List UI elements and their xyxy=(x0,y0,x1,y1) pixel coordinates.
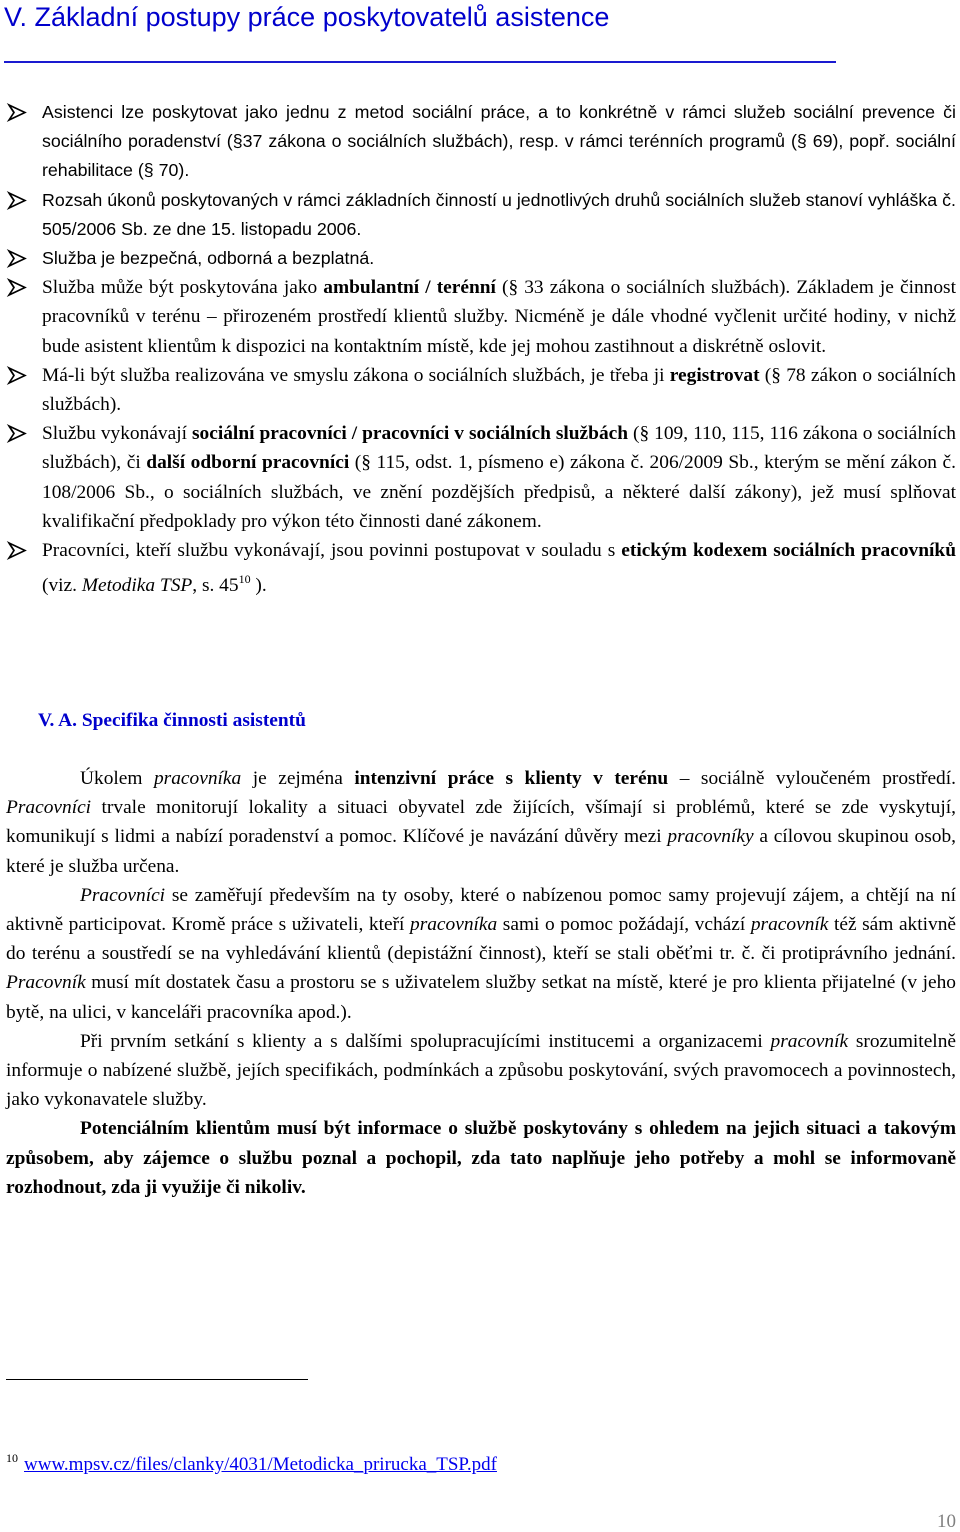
bold-text: další odborní pracovníci xyxy=(146,452,350,474)
text-run: se zaměřují především na ty osoby, které o nabízenou pomoc samy projevují zájem, a chtějí na ní aktivně participovat. Kromě práce s uživateli, kteří xyxy=(6,884,956,936)
italic-text: Metodika TSP xyxy=(81,575,193,597)
text-run: a cílovou skupinou osob, které je služba určena. xyxy=(6,826,956,877)
bullet-item xyxy=(6,98,956,186)
italic-text: Pracovníci xyxy=(80,884,166,906)
arrow-bullet-icon xyxy=(6,98,28,127)
bullet-item xyxy=(6,186,956,244)
text-run: , s. 45 xyxy=(192,575,239,597)
section-subheading: V. A. Specifika činnosti asistentů xyxy=(38,710,306,731)
text-run: Asistenci lze poskytovat jako jednu z metod sociální práce, a to konkrétně v rámci služeb sociální prevence či sociálního poradenství (§37 zákona o sociálních službách), resp. v rámci terénních programů (§ 69), popř. sociální rehabilitace (§ 70). xyxy=(42,102,956,181)
text-run: trvale monitorují lokality a situaci obyvatel zde žijících, všímají si problémů, které se zde vyskytují, komunikují s lidmi a nabízí poradenství a pomoc. Klíčové je navázání důvěry mezi xyxy=(6,797,956,848)
text-run: Má-li být služba realizována ve smyslu zákona o sociálních službách, je třeba ji xyxy=(42,364,670,386)
text-run: Pracovníci, kteří službu vykonávají, jsou povinni postupovat v souladu s xyxy=(42,540,622,562)
text-run: je zejména xyxy=(241,768,355,789)
footnote xyxy=(6,1446,497,1477)
text-run: srozumitelně informuje o nabízené službě, jejích specifikách, podmínkách a způsobu poskytování, svých pravomocech a povinnostech, jako vykonavatele služby. xyxy=(6,1030,956,1111)
bullet-item xyxy=(6,419,956,536)
bold-text: Potenciálním klientům musí být informace o službě poskytovány s ohledem na jejich situaci a takovým způsobem, aby zájemce o službu poznal a pochopil, zda tato naplňuje jeho potřeby a mohl se informovaně rozhodnout, zda ji využije či nikoliv. xyxy=(6,1118,956,1198)
body-paragraph xyxy=(6,1114,956,1202)
footnote-link[interactable]: www.mpsv.cz/files/clanky/4031/Metodicka_prirucka_TSP.pdf xyxy=(24,1454,497,1475)
bullet-item xyxy=(6,273,956,361)
arrow-bullet-icon xyxy=(6,536,28,565)
bold-text: registrovat xyxy=(669,364,760,386)
text-run: též sám aktivně do terénu a soustředí se na vyhledávání klientů (depistážní činnost), kteří se stali oběťmi tr. č. či protiprávního jednání. xyxy=(6,914,957,965)
footnote-separator xyxy=(6,1379,308,1380)
text-run: sami o pomoc požádají, vchází xyxy=(497,914,751,936)
italic-text: pracovníka xyxy=(153,768,242,789)
italic-text: pracovník xyxy=(750,914,829,936)
bold-text: ambulantní / terénní xyxy=(323,277,496,299)
text-run: Při prvním setkání s klienty a s dalšími spolupracujícími institucemi a organizacemi xyxy=(80,1030,771,1052)
text-run: musí mít dostatek času a prostoru se s uživatelem služby setkat na místě, které je pro klienta přijatelné (v jeho bytě, na ulici, v kanceláři pracovníka apod.). xyxy=(6,972,956,1023)
bold-text: etickým kodexem sociálních pracovníků xyxy=(621,540,956,562)
italic-text: Pracovníci xyxy=(6,797,92,819)
bullet-list xyxy=(6,98,956,600)
italic-text: pracovník xyxy=(770,1030,849,1052)
body-paragraph xyxy=(6,764,956,881)
text-run: ). xyxy=(250,575,267,597)
text-run: (§ 115, odst. 1, písmeno e) zákona č. 206/2009 Sb., kterým se mění zákon č. 108/2006 Sb., o sociálních službách, ve znění pozdějších předpisů, a některé další zákony), jež musí splňovat kvalifikační předpoklady pro výkon této činnosti dané zákonem. xyxy=(42,452,956,532)
body-paragraph xyxy=(6,881,956,1027)
arrow-bullet-icon xyxy=(6,419,28,448)
footnote-number: 10 xyxy=(6,1451,18,1465)
italic-text: pracovníky xyxy=(667,826,754,848)
page-title: V. Základní postupy práce poskytovatelů asistence xyxy=(4,2,610,32)
text-run: Úkolem xyxy=(80,768,154,789)
bullet-item xyxy=(6,536,956,600)
text-run: Služba může být poskytována jako xyxy=(42,277,324,299)
section-body xyxy=(6,764,956,1202)
italic-text: pracovníka xyxy=(410,914,498,936)
page-number: 10 xyxy=(937,1511,956,1532)
arrow-bullet-icon xyxy=(6,361,28,390)
body-paragraph xyxy=(6,1027,956,1115)
bullet-item xyxy=(6,361,956,419)
footnote-reference: 10 xyxy=(238,572,251,587)
text-run: Rozsah úkonů poskytovaných v rámci základních činností u jednotlivých druhů sociálních služeb stanoví vyhláška č. 505/2006 Sb. ze dne 15. listopadu 2006. xyxy=(42,189,956,239)
text-run: Služba je bezpečná, odborná a bezplatná. xyxy=(42,248,375,269)
bullet-item xyxy=(6,244,956,273)
text-run: – sociálně vyloučeném prostředí. xyxy=(668,768,956,789)
text-run: (§ 33 zákona o sociálních službách). Základem je činnost pracovníků v terénu – přirozeném prostředí klientů služby. Nicméně je dále vhodné vyčlenit určité hodiny, v nichž bude asistent klientům k dispozici na kontaktním místě, kde jej mohou zastihnout a diskrétně oslovit. xyxy=(42,277,956,357)
arrow-bullet-icon xyxy=(6,244,28,273)
text-run: Službu vykonávají xyxy=(42,423,192,445)
text-run: (§ 78 zákon o sociálních službách). xyxy=(42,364,956,416)
text-run: (§ 109, 110, 115, 116 zákona o sociálních službách), či xyxy=(42,423,956,474)
bold-text: intenzivní práce s klienty v terénu xyxy=(354,768,669,789)
arrow-bullet-icon xyxy=(6,273,28,302)
bold-text: sociální pracovníci / pracovníci v sociálních službách xyxy=(192,423,629,445)
arrow-bullet-icon xyxy=(6,186,28,215)
text-run: (viz. xyxy=(42,575,82,597)
italic-text: Pracovník xyxy=(6,972,86,994)
title-underline xyxy=(4,61,836,63)
